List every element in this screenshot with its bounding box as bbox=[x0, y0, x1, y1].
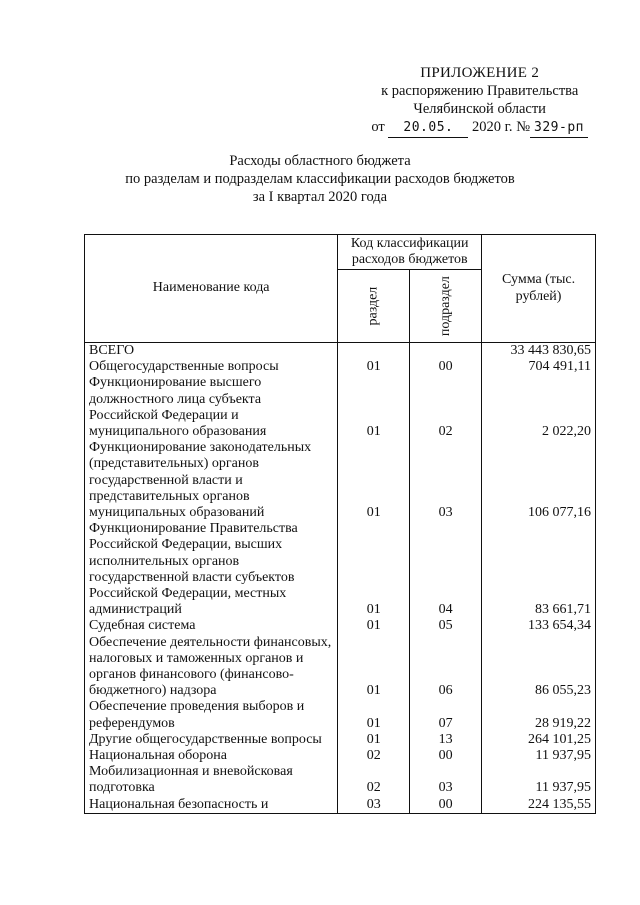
row-name: Судебная система bbox=[85, 618, 338, 634]
row-amount: 11 937,95 bbox=[482, 764, 596, 796]
date-field bbox=[388, 118, 468, 138]
row-name: Обеспечение деятельности финансовых, налоговых и таможенных органов и органов финансового (финансово-бюджетного) надзора bbox=[85, 635, 338, 700]
date-year: 2020 г. bbox=[472, 119, 513, 135]
header-section-cell bbox=[338, 270, 410, 343]
row-name: ВСЕГО bbox=[85, 343, 338, 360]
row-section: 01 bbox=[338, 521, 410, 618]
row-amount: 264 101,25 bbox=[482, 732, 596, 748]
row-subsection: 07 bbox=[410, 699, 482, 731]
table-row bbox=[85, 440, 596, 521]
table-row bbox=[85, 618, 596, 634]
row-name: Функционирование Правительства Российской Федерации, высших исполнительных органов государственной власти субъектов Российской Федерации, местных администраций bbox=[85, 521, 338, 618]
table-row bbox=[85, 748, 596, 764]
appendix-title: ПРИЛОЖЕНИЕ 2 bbox=[420, 65, 540, 81]
row-amount: 11 937,95 bbox=[482, 748, 596, 764]
table-row bbox=[85, 359, 596, 375]
title-line-2: по разделам и подразделам классификации расходов бюджетов bbox=[125, 171, 515, 187]
table-row bbox=[85, 635, 596, 700]
budget-table bbox=[84, 234, 596, 814]
row-section: 01 bbox=[338, 359, 410, 375]
row-section: 01 bbox=[338, 635, 410, 700]
table-row bbox=[85, 375, 596, 440]
row-subsection: 06 bbox=[410, 635, 482, 700]
row-section: 01 bbox=[338, 699, 410, 731]
row-name: Функционирование высшего должностного лица субъекта Российской Федерации и муниципального образования bbox=[85, 375, 338, 440]
row-section: 02 bbox=[338, 764, 410, 796]
table-row bbox=[85, 521, 596, 618]
row-section bbox=[338, 343, 410, 360]
row-name: Обеспечение проведения выборов и референдумов bbox=[85, 699, 338, 731]
row-amount: 28 919,22 bbox=[482, 699, 596, 731]
appendix-date-line bbox=[371, 118, 588, 138]
row-amount: 2 022,20 bbox=[482, 375, 596, 440]
row-subsection: 00 bbox=[410, 748, 482, 764]
row-amount: 86 055,23 bbox=[482, 635, 596, 700]
number-value: 329-рп bbox=[534, 120, 584, 135]
title-line-3: за I квартал 2020 года bbox=[252, 189, 388, 205]
row-name: Национальная оборона bbox=[85, 748, 338, 764]
row-subsection: 03 bbox=[410, 440, 482, 521]
row-section: 02 bbox=[338, 748, 410, 764]
row-amount: 106 077,16 bbox=[482, 440, 596, 521]
date-prefix: от bbox=[371, 119, 385, 135]
row-subsection: 13 bbox=[410, 732, 482, 748]
row-subsection bbox=[410, 343, 482, 360]
header-name: Наименование кода bbox=[85, 235, 338, 343]
table-row bbox=[85, 764, 596, 796]
document-title bbox=[0, 152, 640, 206]
row-subsection: 02 bbox=[410, 375, 482, 440]
row-name: Мобилизационная и вневойсковая подготовка bbox=[85, 764, 338, 796]
row-subsection: 03 bbox=[410, 764, 482, 796]
row-amount: 83 661,71 bbox=[482, 521, 596, 618]
row-amount: 33 443 830,65 bbox=[482, 343, 596, 360]
row-name: Национальная безопасность и bbox=[85, 797, 338, 814]
table-row bbox=[85, 699, 596, 731]
number-field bbox=[530, 118, 588, 138]
header-section: раздел bbox=[365, 286, 381, 326]
row-amount: 133 654,34 bbox=[482, 618, 596, 634]
row-amount: 224 135,55 bbox=[482, 797, 596, 814]
row-subsection: 00 bbox=[410, 359, 482, 375]
row-subsection: 04 bbox=[410, 521, 482, 618]
appendix-block bbox=[371, 64, 588, 138]
row-name: Общегосударственные вопросы bbox=[85, 359, 338, 375]
number-sign: № bbox=[516, 119, 531, 135]
header-subsection: подраздел bbox=[437, 275, 453, 337]
header-subsection-cell bbox=[410, 270, 482, 343]
row-amount: 704 491,11 bbox=[482, 359, 596, 375]
row-section: 03 bbox=[338, 797, 410, 814]
row-name: Другие общегосударственные вопросы bbox=[85, 732, 338, 748]
row-subsection: 00 bbox=[410, 797, 482, 814]
table-body bbox=[85, 343, 596, 814]
appendix-line-2: Челябинской области bbox=[413, 101, 546, 117]
row-section: 01 bbox=[338, 375, 410, 440]
table-row bbox=[85, 732, 596, 748]
row-subsection: 05 bbox=[410, 618, 482, 634]
table-row bbox=[85, 797, 596, 814]
header-amount: Сумма (тыс. рублей) bbox=[482, 235, 596, 343]
row-name: Функционирование законодательных (представительных) органов государственной власти и представительных органов муниципальных образований bbox=[85, 440, 338, 521]
appendix-line-1: к распоряжению Правительства bbox=[381, 83, 579, 99]
table-row bbox=[85, 343, 596, 360]
header-code-group: Код классификации расходов бюджетов bbox=[338, 235, 482, 270]
row-section: 01 bbox=[338, 440, 410, 521]
row-section: 01 bbox=[338, 732, 410, 748]
date-value: 20.05. bbox=[403, 120, 454, 135]
title-line-1: Расходы областного бюджета bbox=[229, 153, 411, 169]
row-section: 01 bbox=[338, 618, 410, 634]
